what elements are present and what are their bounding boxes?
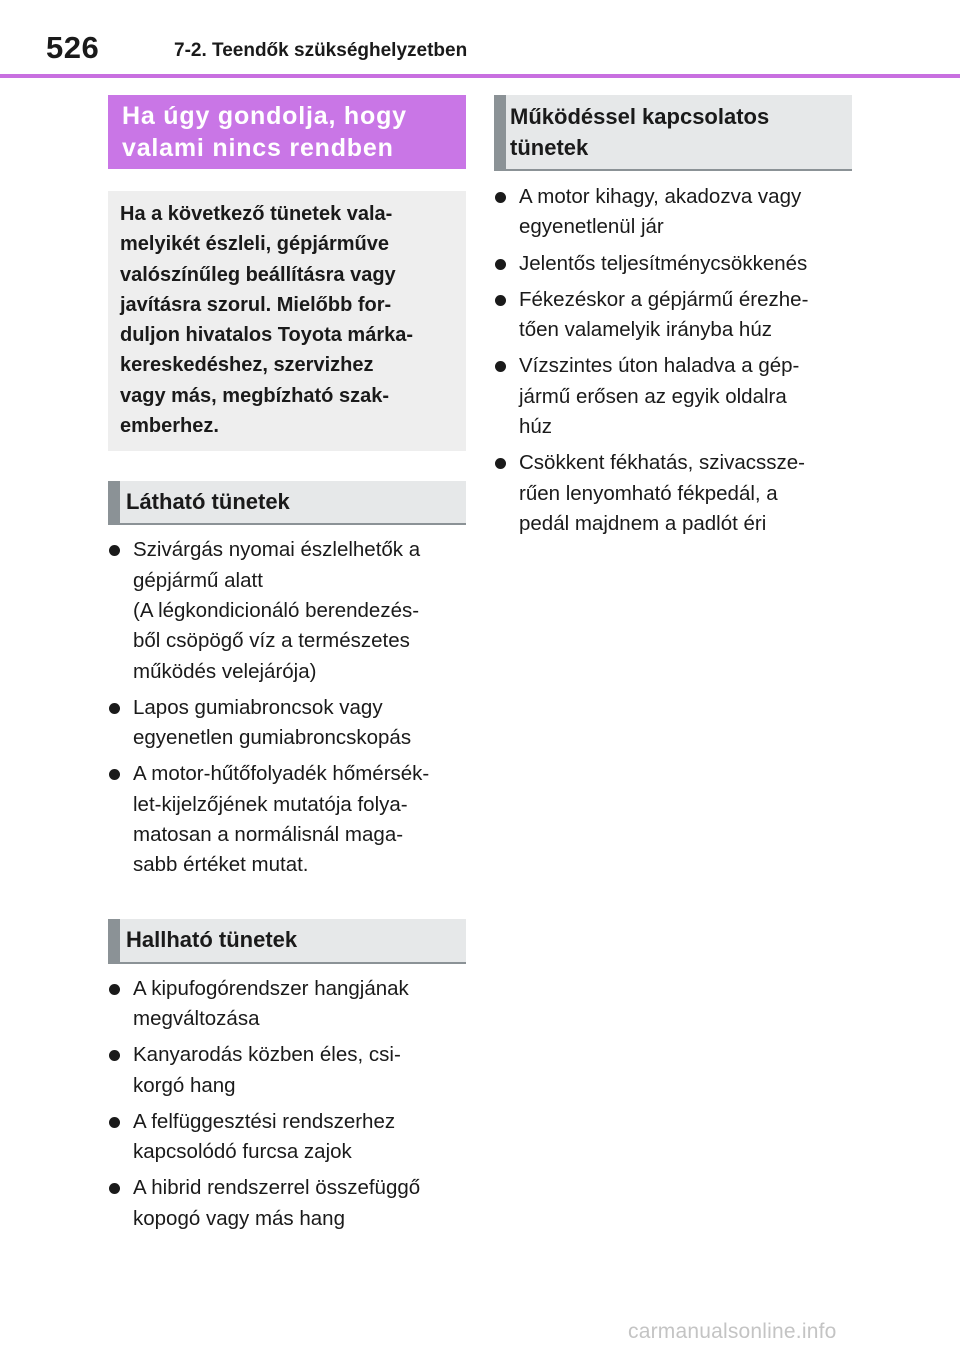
visible-symptoms-heading-text: Látható tünetek bbox=[126, 489, 290, 515]
audible-symptoms-heading-text: Hallható tünetek bbox=[126, 927, 298, 953]
list-item-text: Lapos gumiabroncsok vagy egyenetlen gumiabroncskopás bbox=[133, 695, 412, 750]
left-column bbox=[108, 95, 466, 1240]
watermark: carmanualsonline.info bbox=[628, 1320, 837, 1343]
list-item bbox=[108, 693, 466, 754]
list-item-text: Jelentős teljesítménycsökkenés bbox=[519, 251, 808, 275]
list-item-text: Csökkent fékhatás, szivacssze- rűen lenyomható fékpedál, a pedál majdnem a padlót éri bbox=[519, 451, 805, 535]
list-item-text: A motor kihagy, akadozva vagy egyenetlenül jár bbox=[519, 185, 802, 239]
list-item-note: (A légkondicionáló berendezés- ből csöpögő víz a természetes működés velejárója) bbox=[133, 598, 420, 683]
list-item-text: Szivárgás nyomai észlelhetők a gépjármű alatt bbox=[133, 538, 421, 592]
list-item-text: A hibrid rendszerrel összefüggő kopogó vagy más hang bbox=[133, 1176, 421, 1230]
list-item bbox=[494, 448, 852, 539]
list-item bbox=[108, 759, 466, 880]
section-title: 7-2. Teendők szükséghelyzetben bbox=[174, 40, 468, 61]
list-item-text: Fékezéskor a gépjármű érezhe- tően valamelyik irányba húz bbox=[519, 287, 809, 342]
main-heading-text: Ha úgy gondolja, hogy valami nincs rendben bbox=[122, 102, 407, 162]
list-item-text: Kanyarodás közben éles, csi- korgó hang bbox=[133, 1043, 401, 1097]
operational-symptoms-heading bbox=[494, 95, 852, 171]
list-item-text: Vízszintes úton haladva a gép- jármű erősen az egyik oldalra húz bbox=[519, 354, 800, 439]
audible-symptoms-list bbox=[108, 974, 466, 1234]
intro-box bbox=[108, 191, 466, 451]
visible-symptoms-list bbox=[108, 535, 466, 880]
list-item bbox=[494, 351, 852, 442]
page-number: 526 bbox=[46, 30, 100, 65]
list-item bbox=[108, 1040, 466, 1101]
right-column bbox=[494, 95, 852, 545]
operational-symptoms-heading-text: Működéssel kapcsolatos tünetek bbox=[510, 104, 770, 160]
list-item bbox=[494, 249, 852, 279]
header-divider bbox=[0, 74, 960, 78]
audible-symptoms-heading bbox=[108, 919, 466, 964]
list-item bbox=[494, 182, 852, 243]
list-item-text: A kipufogórendszer hangjának megváltozása bbox=[133, 976, 409, 1030]
main-heading bbox=[108, 95, 466, 169]
list-item bbox=[108, 535, 466, 686]
list-item-text: A felfüggesztési rendszerhez kapcsolódó furcsa zajok bbox=[133, 1109, 396, 1164]
operational-symptoms-list bbox=[494, 182, 852, 539]
list-item bbox=[494, 285, 852, 346]
list-item bbox=[108, 1173, 466, 1234]
intro-text: Ha a következő tünetek vala- melyikét észleli, gépjárműve valószínűleg beállításra vagy javításra szorul. Mielőbb for- duljon hivatalos Toyota márka- kereskedéshez, szervizhez vagy más, megbízható szak- emberhez. bbox=[120, 203, 414, 438]
list-item bbox=[108, 974, 466, 1035]
list-item bbox=[108, 1107, 466, 1168]
visible-symptoms-heading bbox=[108, 481, 466, 525]
list-item-text: A motor-hűtőfolyadék hőmérsék- let-kijelzőjének mutatója folya- matosan a normálisnál maga- sabb értéket mutat. bbox=[133, 762, 430, 877]
